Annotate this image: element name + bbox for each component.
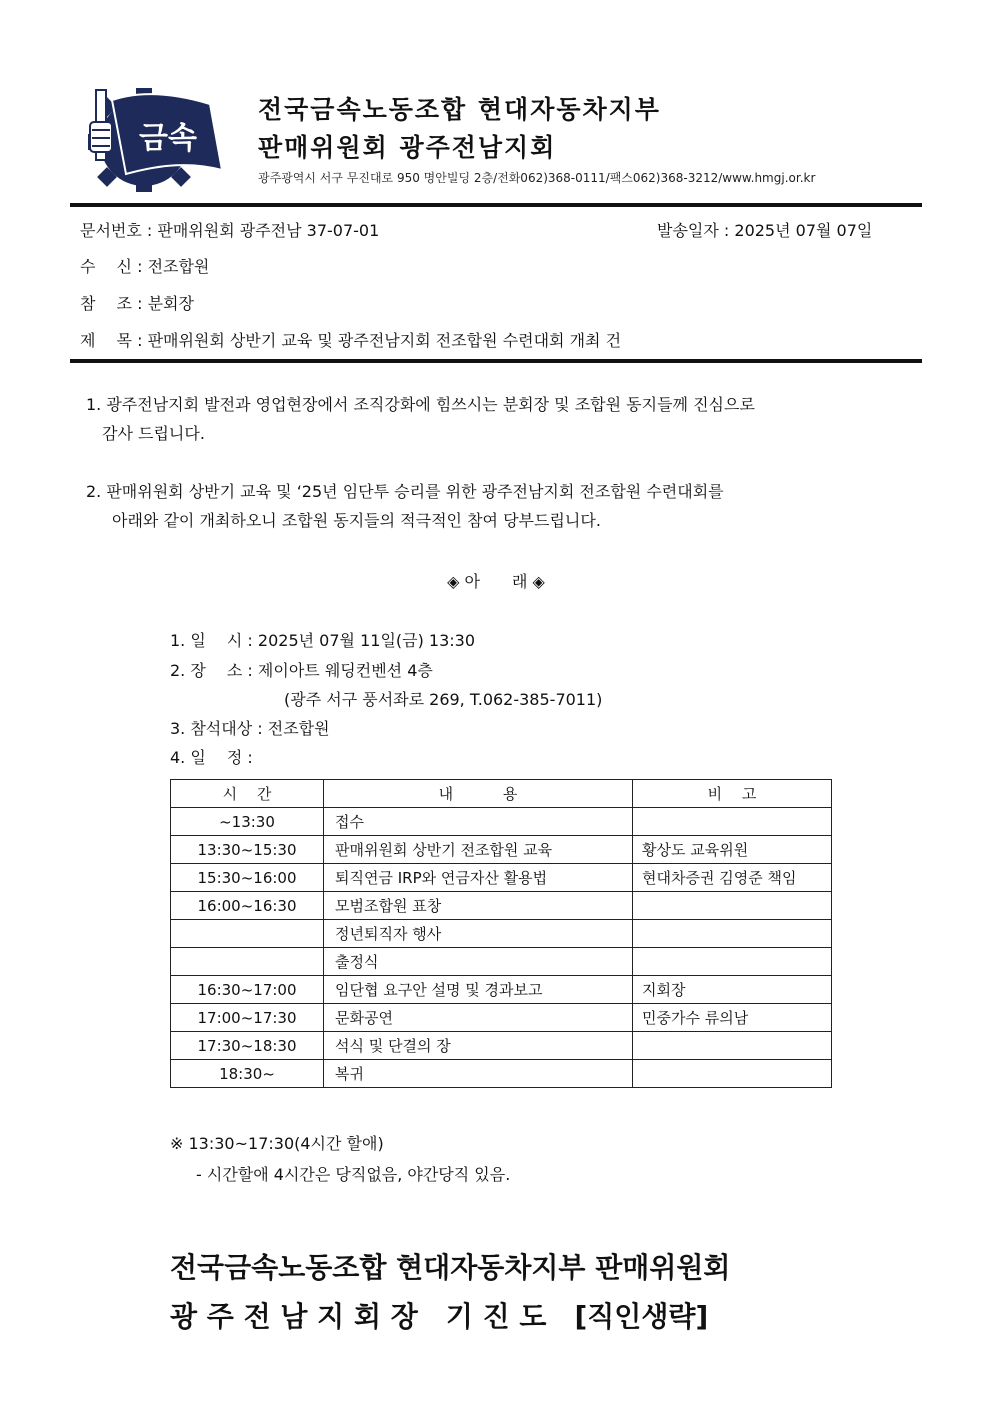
- attendees-label: 3. 참석대상 :: [170, 719, 268, 738]
- recipient: 전조합원: [147, 257, 210, 276]
- org-name-line2: 판매위원회 광주전남지회: [258, 133, 557, 162]
- table-row: [171, 808, 832, 836]
- table-row: [171, 948, 832, 976]
- paragraph-2-line1: 2. 판매위원회 상반기 교육 및 ‘25년 임단투 승리를 위한 광주전남지회 전조합원 수련대회를: [86, 482, 724, 501]
- org-name-line1: 전국금속노동조합 현대자동차지부: [258, 95, 661, 124]
- cell-note: [633, 892, 832, 920]
- subject-label: 제 목 :: [80, 331, 148, 350]
- paragraph-2-line2: 아래와 같이 개최하오니 조합원 동지들의 적극적인 참여 당부드립니다.: [112, 511, 601, 530]
- table-row: [171, 920, 832, 948]
- table-row: [171, 976, 832, 1004]
- cell-note: 황상도 교육위원: [633, 836, 832, 864]
- cell-note: [633, 1032, 832, 1060]
- header-rule: [70, 203, 922, 207]
- event-date: 2025년 07월 11일(금) 13:30: [257, 631, 476, 650]
- cell-content: 모범조합원 표창: [324, 892, 633, 920]
- meta-rule: [70, 359, 922, 363]
- cell-content: 복귀: [324, 1060, 633, 1088]
- cell-time: ~13:30: [171, 808, 324, 836]
- sent-date-label: 발송일자 :: [657, 221, 735, 240]
- signature-org: 전국금속노동조합 현대자동차지부 판매위원회: [170, 1251, 731, 1284]
- reference: 분회장: [147, 294, 194, 313]
- cell-time: 15:30~16:00: [171, 864, 324, 892]
- doc-number-label: 문서번호 :: [80, 221, 158, 240]
- attendees: 전조합원: [267, 719, 330, 738]
- event-place-label: 2. 장 소 :: [170, 661, 258, 680]
- cell-time: 17:00~17:30: [171, 1004, 324, 1032]
- event-place-detail: (광주 서구 풍서좌로 269, T.062-385-7011): [284, 690, 603, 709]
- event-date-label: 1. 일 시 :: [170, 631, 258, 650]
- table-row: [171, 836, 832, 864]
- cell-time: 16:00~16:30: [171, 892, 324, 920]
- table-row: [171, 1060, 832, 1088]
- schedule-table: [170, 779, 832, 1088]
- time-allowance-detail: - 시간할애 4시간은 당직없음, 야간당직 있음.: [196, 1165, 511, 1184]
- paragraph-1-line1: 1. 광주전남지회 발전과 영업현장에서 조직강화에 힘쓰시는 분회장 및 조합원 동지들께 진심으로: [86, 395, 755, 414]
- cell-content: 퇴직연금 IRP와 연금자산 활용법: [324, 864, 633, 892]
- cell-content: 정년퇴직자 행사: [324, 920, 633, 948]
- cell-content: 석식 및 단결의 장: [324, 1032, 633, 1060]
- cell-time: 13:30~15:30: [171, 836, 324, 864]
- cell-note: [633, 1060, 832, 1088]
- table-row: [171, 1004, 832, 1032]
- sent-date: 2025년 07월 07일: [734, 221, 873, 240]
- cell-content: 문화공연: [324, 1004, 633, 1032]
- cell-note: 현대차증권 김영준 책임: [633, 864, 832, 892]
- cell-note: [633, 920, 832, 948]
- attendees-row: [170, 716, 330, 739]
- time-allowance-note: ※ 13:30~17:30(4시간 할애): [170, 1134, 384, 1153]
- notice-title: ◈ 아 래 ◈: [447, 572, 545, 591]
- union-logo: [82, 82, 224, 194]
- header-note: 비 고: [633, 780, 832, 808]
- subject: 판매위원회 상반기 교육 및 광주전남지회 전조합원 수련대회 개최 건: [147, 331, 622, 350]
- doc-number: 판매위원회 광주전남 37-07-01: [157, 221, 380, 240]
- subject-row: [80, 328, 621, 351]
- doc-number-row: [80, 218, 379, 241]
- cell-content: 판매위원회 상반기 전조합원 교육: [324, 836, 633, 864]
- table-header-row: [171, 780, 832, 808]
- event-place-row: [170, 658, 433, 681]
- header-content: 내 용: [324, 780, 633, 808]
- header-time: 시 간: [171, 780, 324, 808]
- cell-note: [633, 948, 832, 976]
- cell-time: 18:30~: [171, 1060, 324, 1088]
- cell-note: 지회장: [633, 976, 832, 1004]
- schedule-label: 4. 일 정 :: [170, 748, 253, 767]
- paragraph-1-line2: 감사 드립니다.: [102, 424, 205, 443]
- table-row: [171, 892, 832, 920]
- signature-name: 광 주 전 남 지 회 장 기 진 도 [직인생략]: [170, 1300, 709, 1333]
- org-address: 광주광역시 서구 무진대로 950 명안빌딩 2층/전화062)368-0111/팩스062)368-3212/www.hmgj.or.kr: [258, 171, 816, 185]
- reference-label: 참 조 :: [80, 294, 148, 313]
- cell-note: 민중가수 류의남: [633, 1004, 832, 1032]
- svg-text:금속: 금속: [139, 121, 197, 156]
- cell-time: 16:30~17:00: [171, 976, 324, 1004]
- recipient-label: 수 신 :: [80, 257, 148, 276]
- recipient-row: [80, 254, 209, 277]
- cell-time: [171, 948, 324, 976]
- cell-content: 출정식: [324, 948, 633, 976]
- reference-row: [80, 291, 194, 314]
- cell-content: 임단협 요구안 설명 및 경과보고: [324, 976, 633, 1004]
- cell-content: 접수: [324, 808, 633, 836]
- event-place: 제이아트 웨딩컨벤션 4층: [257, 661, 433, 680]
- sent-date-row: [657, 218, 872, 241]
- table-row: [171, 1032, 832, 1060]
- cell-note: [633, 808, 832, 836]
- cell-time: 17:30~18:30: [171, 1032, 324, 1060]
- table-row: [171, 864, 832, 892]
- event-date-row: [170, 628, 475, 651]
- cell-time: [171, 920, 324, 948]
